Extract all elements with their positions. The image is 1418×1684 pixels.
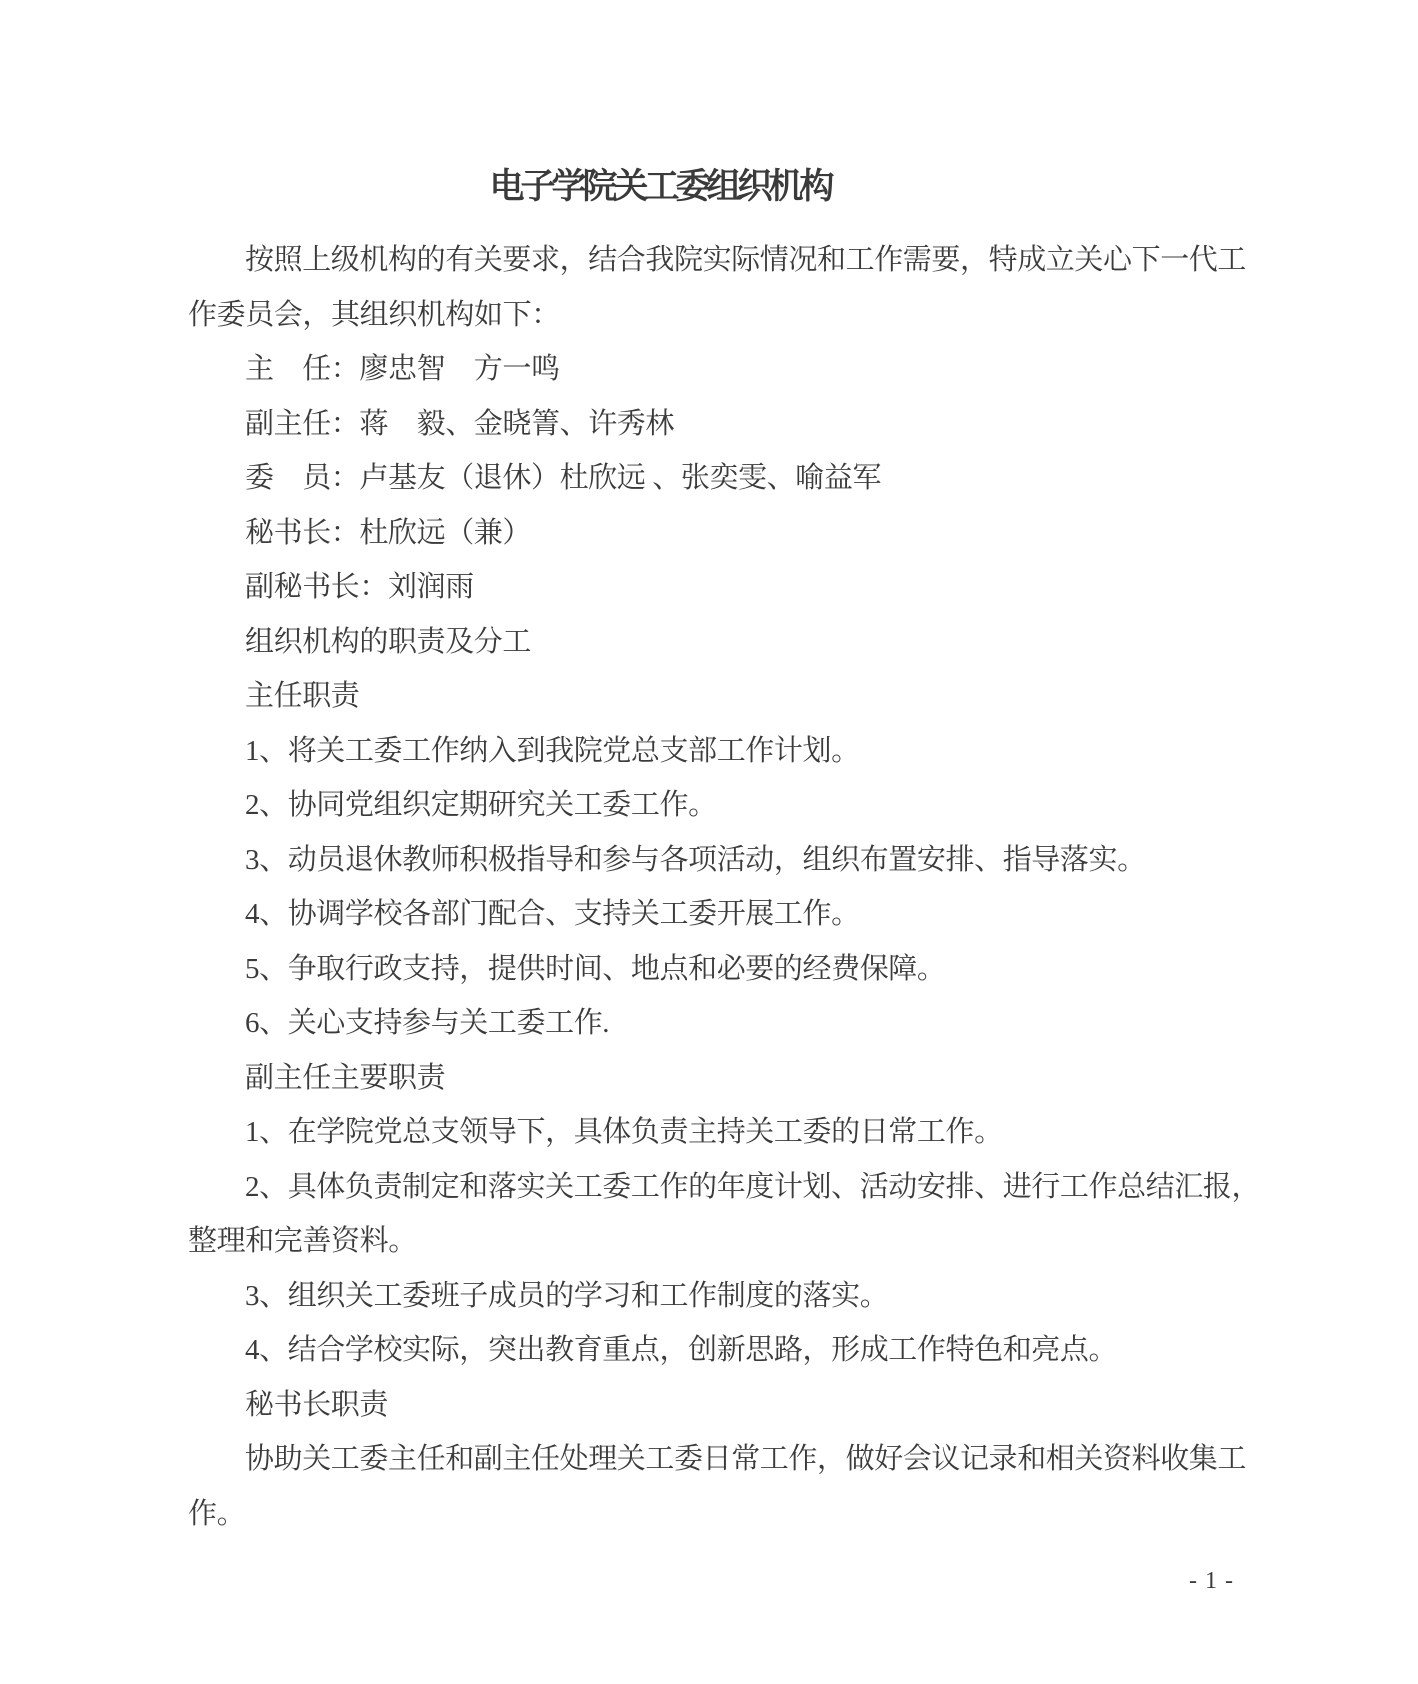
director-duty-item-1: 1、将关工委工作纳入到我院党总支部工作计划。	[245, 734, 860, 767]
secretary-duties-heading: 秘书长职责	[245, 1388, 389, 1421]
intro-line-2: 作委员会，其组织机构如下：	[188, 298, 560, 331]
deputy-duty-item-2: 2、具体负责制定和落实关工委工作的年度计划、活动安排、进行工作总结汇报，	[245, 1170, 1261, 1203]
director-duty-item-3: 3、动员退休教师积极指导和参与各项活动，组织布置安排、指导落实。	[245, 843, 1146, 876]
secretary-duty-line: 协助关工委主任和副主任处理关工委日常工作，做好会议记录和相关资料收集工	[245, 1443, 1247, 1475]
director-duty-item-6: 6、关心支持参与关工委工作.	[245, 1007, 610, 1039]
deputy-duty-item-4: 4、结合学校实际，突出教育重点，创新思路，形成工作特色和亮点。	[245, 1334, 1118, 1366]
director-duty-item-4: 4、协调学校各部门配合、支持关工委开展工作。	[245, 898, 860, 930]
director-duty-item-5: 5、争取行政支持，提供时间、地点和必要的经费保障。	[245, 952, 946, 985]
director-duties-heading: 主任职责	[245, 680, 360, 712]
deputy-director-duties-heading: 副主任主要职责	[245, 1061, 446, 1094]
deputy-secretary-line: 副秘书长：刘润雨	[245, 571, 474, 603]
deputy-duty-item-3: 3、组织关工委班子成员的学习和工作制度的落实。	[245, 1279, 889, 1312]
deputy-directors-line: 副主任：蒋 毅、金晓箐、许秀林	[245, 407, 675, 440]
document-body	[188, 233, 1261, 1541]
members-line: 委 员：卢基友（退休）杜欣远 、张奕雯、喻益军	[245, 462, 882, 494]
deputy-duty-item-1: 1、在学院党总支领导下，具体负责主持关工委的日常工作。	[245, 1116, 1003, 1148]
director-duty-item-2: 2、协同党组织定期研究关工委工作。	[245, 789, 717, 821]
secretary-duty-line-continued: 作。	[188, 1497, 246, 1530]
page-title: 电子学院关工委组织机构	[489, 167, 831, 207]
page-number: - 1 -	[1189, 1568, 1234, 1594]
deputy-duty-item-2-continued: 整理和完善资料。	[188, 1225, 417, 1257]
director-line: 主 任：廖忠智 方一鸣	[245, 353, 560, 385]
secretary-general-line: 秘书长：杜欣远（兼）	[245, 516, 532, 549]
duties-section-heading: 组织机构的职责及分工	[245, 625, 532, 658]
intro-line-1: 按照上级机构的有关要求，结合我院实际情况和工作需要，特成立关心下一代工	[245, 244, 1247, 276]
